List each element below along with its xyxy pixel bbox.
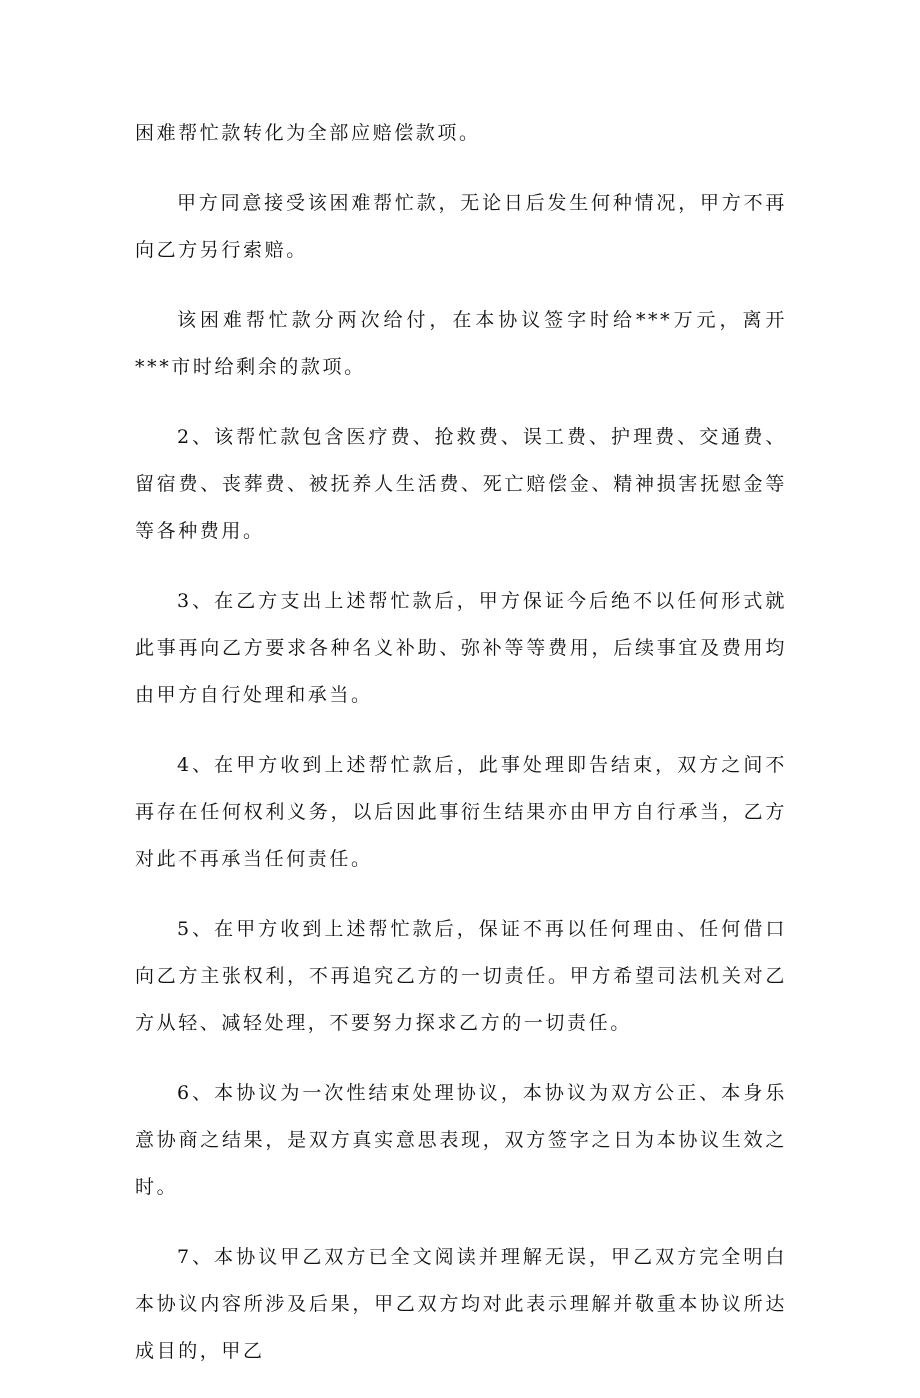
clause-6: 6、本协议为一次性结束处理协议，本协议为双方公正、本身乐意协商之结果，是双方真实意思表现，双方签字之日为本协议生效之时。: [135, 1082, 787, 1198]
clause-5: 5、在甲方收到上述帮忙款后，保证不再以任何理由、任何借口向乙方主张权利，不再追究乙方的一切责任。甲方希望司法机关对乙方从轻、减轻处理，不要努力探求乙方的一切责任。: [135, 918, 787, 1034]
document-body: [135, 110, 787, 1398]
clause-3: 3、在乙方支出上述帮忙款后，甲方保证今后绝不以任何形式就此事再向乙方要求各种名义补助、弥补等等费用，后续事宜及费用均由甲方自行处理和承当。: [135, 590, 787, 706]
clause-7: 7、本协议甲乙双方已全文阅读并理解无误，甲乙双方完全明白本协议内容所涉及后果，甲乙双方均对此表示理解并敬重本协议所达成目的，甲乙: [135, 1246, 787, 1362]
clause-2: 2、该帮忙款包含医疗费、抢救费、误工费、护理费、交通费、留宿费、丧葬费、被抚养人生活费、死亡赔偿金、精神损害抚慰金等等各种费用。: [135, 426, 787, 542]
paragraph-payment-schedule: 该困难帮忙款分两次给付，在本协议签字时给***万元，离开***市时给剩余的款项。: [135, 309, 787, 378]
paragraph-continuation: 困难帮忙款转化为全部应赔偿款项。: [135, 122, 481, 144]
clause-4: 4、在甲方收到上述帮忙款后，此事处理即告结束，双方之间不再存在任何权利义务，以后因此事衍生结果亦由甲方自行承当，乙方对此不再承当任何责任。: [135, 754, 787, 870]
paragraph-acceptance: 甲方同意接受该困难帮忙款，无论日后发生何种情况，甲方不再向乙方另行索赔。: [135, 192, 787, 261]
